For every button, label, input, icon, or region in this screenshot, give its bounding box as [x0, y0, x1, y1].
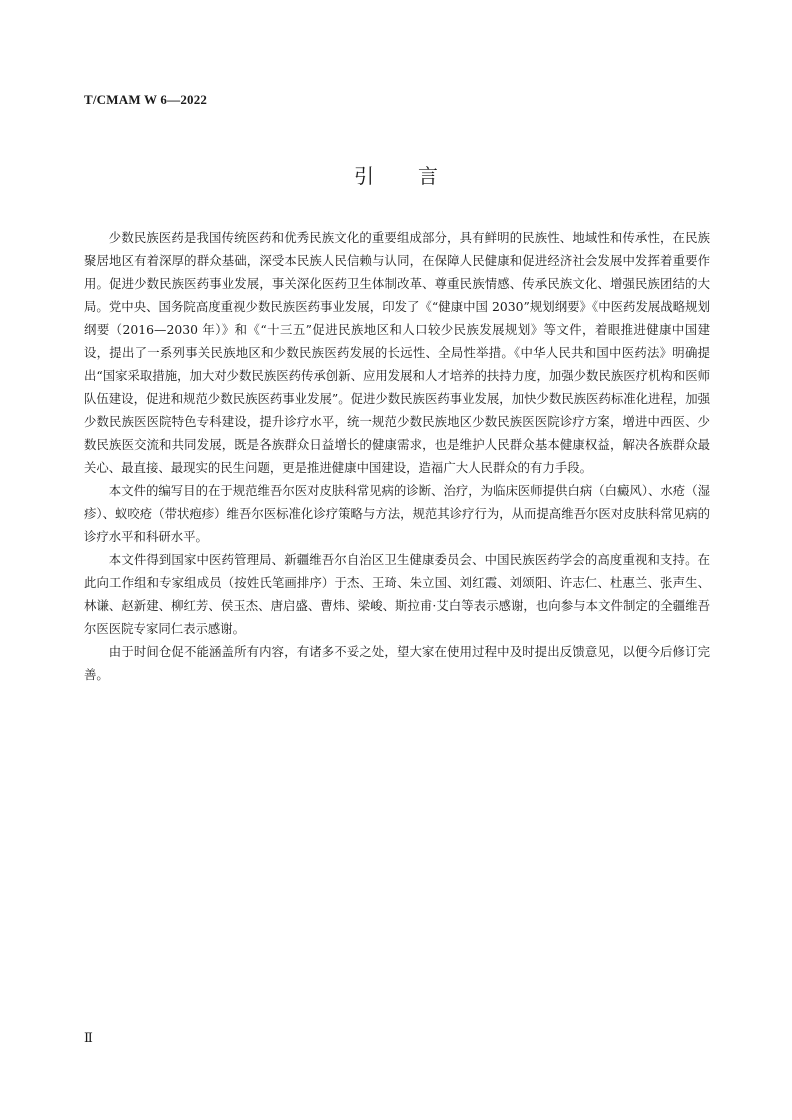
- paragraph-2: 本文件的编写目的在于规范维吾尔医对皮肤科常见病的诊断、治疗，为临床医师提供白病（白癜风）、水疮（湿疹）、蚁咬疮（带状疱疹）维吾尔医标准化诊疗策略与方法，规范其诊疗行为，从而提高维吾尔医对皮肤科常见病的诊疗水平和科研水平。: [84, 483, 710, 544]
- page-title: 引言: [354, 164, 482, 188]
- paragraph-1: 少数民族医药是我国传统医药和优秀民族文化的重要组成部分，具有鲜明的民族性、地域性和传承性，在民族聚居地区有着深厚的群众基础，深受本民族人民信赖与认同，在保障人民健康和促进经济社会发展中发挥着重要作用。促进少数民族医药事业发展，事关深化医药卫生体制改革、尊重民族情感、传承民族文化、增强民族团结的大局。党中央、国务院高度重视少数民族医药事业发展，印发了《“健康中国 2030”规划纲要》《中医药发展战略规划纲要（2016—2030 年）》和《“十三五”促进民族地区和人口较少民族发展规划》等文件，着眼推进健康中国建设，提出了一系列事关民族地区和少数民族医药发展的长远性、全局性举措。《中华人民共和国中医药法》明确提出“国家采取措施，加大对少数民族医药传承创新、应用发展和人才培养的扶持力度，加强少数民族医疗机构和医师队伍建设，促进和规范少数民族医药事业发展”。促进少数民族医药事业发展，加快少数民族医药标准化进程，加强少数民族医医院特色专科建设，提升诊疗水平，统一规范少数民族地区少数民族医医院诊疗方案，增进中西医、少数民族医交流和共同发展，既是各族群众日益增长的健康需求，也是维护人民群众基本健康权益，解决各族群众最关心、最直接、最现实的民生问题，更是推进健康中国建设，造福广大人民群众的有力手段。: [84, 230, 710, 475]
- page-number: Ⅱ: [84, 1030, 93, 1045]
- paragraph-3: 本文件得到国家中医药管理局、新疆维吾尔自治区卫生健康委员会、中国民族医药学会的高度重视和支持。在此向工作组和专家组成员（按姓氏笔画排序）于杰、王琦、朱立国、刘红霞、刘颂阳、许志仁、杜惠兰、张声生、林谦、赵新建、柳红芳、侯玉杰、唐启盛、曹炜、梁峻、斯拉甫·艾白等表示感谢，也向参与本文件制定的全疆维吾尔医医院专家同仁表示感谢。: [84, 552, 710, 636]
- paragraph-4: 由于时间仓促不能涵盖所有内容，有诸多不妥之处，望大家在使用过程中及时提出反馈意见，以便今后修订完善。: [84, 644, 710, 682]
- body-text: [84, 226, 710, 686]
- document-code: T/CMAM W 6—2022: [84, 92, 208, 107]
